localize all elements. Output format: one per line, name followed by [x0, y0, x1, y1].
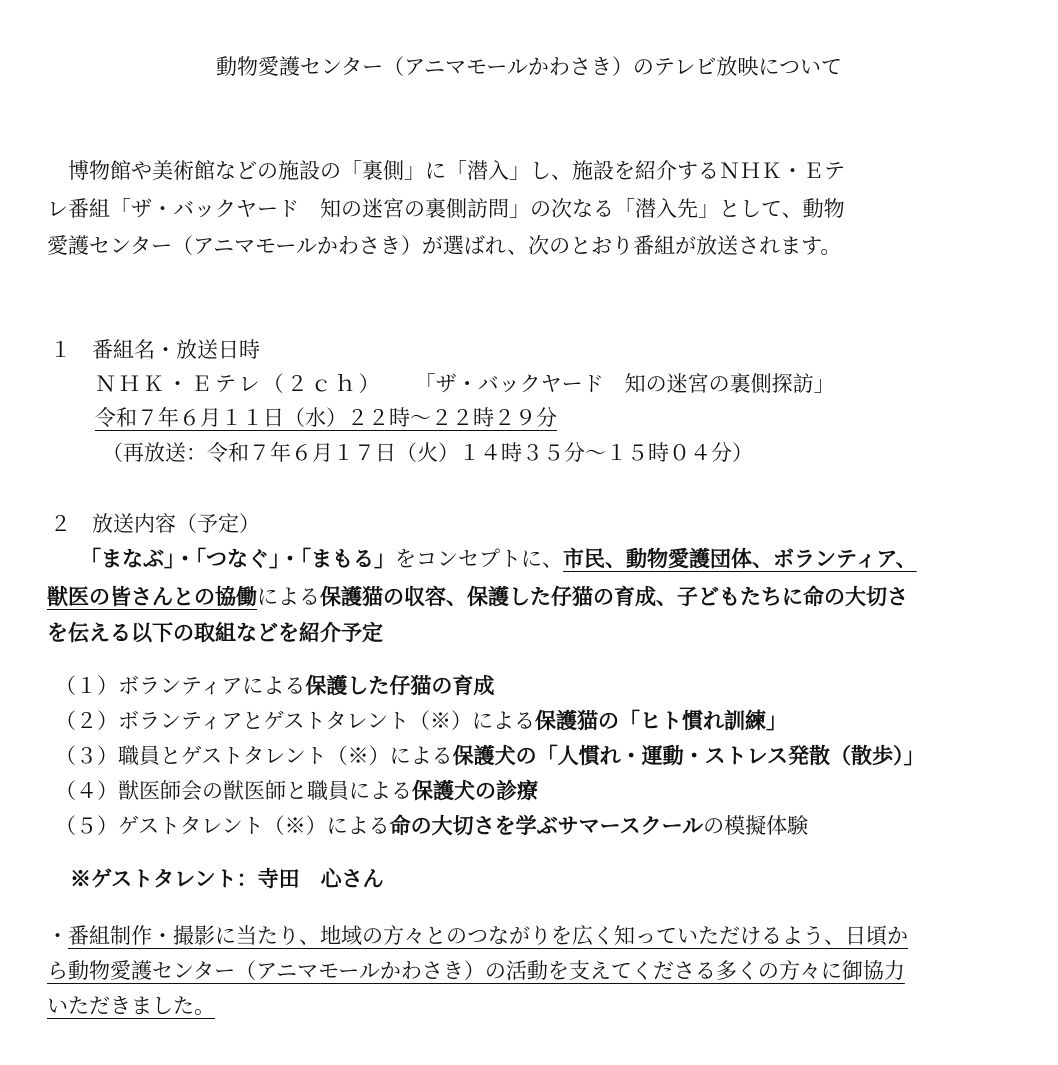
list-item-suffix: の模擬体験 — [703, 814, 809, 838]
intro-line-3: 愛護センター（アニマモールかわさき）が選ばれ、次のとおり番組が放送されます。 — [47, 234, 842, 258]
list-item — [55, 811, 808, 841]
concept-keywords: 「まなぶ」・「つなぐ」・「まもる」 — [80, 546, 395, 571]
collaboration-text: 獣医の皆さんとの協働 — [47, 584, 257, 609]
channel-name: ＮＨＫ・Ｅテレ（２ｃｈ） — [95, 372, 383, 396]
list-item-highlight: 保護犬の「人慣れ・運動・ストレス発散（散歩）」 — [452, 743, 925, 768]
list-item-prefix: （３）職員とゲストタレント（※）による — [55, 744, 453, 768]
rebroadcast-time: （再放送：令和７年６月１７日（火）１４時３５分～１５時０４分） — [102, 441, 753, 465]
list-item-highlight: 保護した仔猫の育成 — [305, 673, 495, 698]
section1-heading: １ 番組名・放送日時 — [50, 338, 260, 362]
section2-heading: ２ 放送内容（予定） — [50, 512, 260, 536]
list-item-prefix: （２）ボランティアとゲストタレント（※）による — [55, 709, 535, 733]
concept-text: をコンセプトに、 — [395, 547, 563, 571]
list-item — [55, 741, 925, 771]
note-bullet: ・ — [47, 924, 68, 948]
section2-para-line-3: を伝える以下の取組などを紹介予定 — [47, 620, 383, 645]
collaborators-text: 市民、動物愛護団体、ボランティア、 — [563, 546, 917, 571]
page-title: 動物愛護センター（アニマモールかわさき）のテレビ放映について — [215, 55, 842, 79]
note-line-1 — [47, 921, 908, 951]
list-item-highlight: 命の大切さを学ぶサマースクール — [389, 813, 704, 838]
list-item-highlight: 保護猫の「ヒト慣れ訓練」 — [534, 708, 787, 733]
list-item-highlight: 保護犬の診療 — [412, 778, 538, 803]
list-item — [55, 776, 538, 806]
activities-text: 保護猫の収容、保護した仔猫の育成、子どもたちに命の大切さ — [320, 584, 908, 609]
note-line-3: いただきました。 — [47, 994, 215, 1018]
list-item-prefix: （４）獣医師会の獣医師と職員による — [55, 779, 412, 803]
section2-para-line-1 — [80, 544, 917, 574]
section1-program-line — [95, 369, 835, 399]
guest-talent-note: ※ゲストタレント：寺田 心さん — [70, 866, 384, 891]
list-item-prefix: （５）ゲストタレント（※）による — [55, 814, 390, 838]
list-item — [55, 671, 494, 701]
list-item-prefix: （１）ボランティアによる — [55, 674, 306, 698]
intro-line-1: 博物館や美術館などの施設の「裏側」に「潜入」し、施設を紹介するＮＨＫ・Ｅテ — [47, 159, 845, 183]
note-text: 番組制作・撮影に当たり、地域の方々とのつながりを広く知っていただけるよう、日頃か — [68, 924, 908, 948]
connector-text: による — [257, 585, 320, 609]
air-time: 令和７年６月１１日（水）２２時～２２時２９分 — [95, 406, 557, 430]
program-name: 「ザ・バックヤード 知の迷宮の裏側探訪」 — [414, 372, 835, 396]
list-item — [55, 706, 787, 736]
intro-line-2: レ番組「ザ・バックヤード 知の迷宮の裏側訪問」の次なる「潜入先」として、動物 — [47, 197, 845, 221]
section2-para-line-2 — [47, 582, 908, 612]
note-line-2: ら動物愛護センター（アニマモールかわさき）の活動を支えてくださる多くの方々に御協力 — [47, 959, 905, 983]
